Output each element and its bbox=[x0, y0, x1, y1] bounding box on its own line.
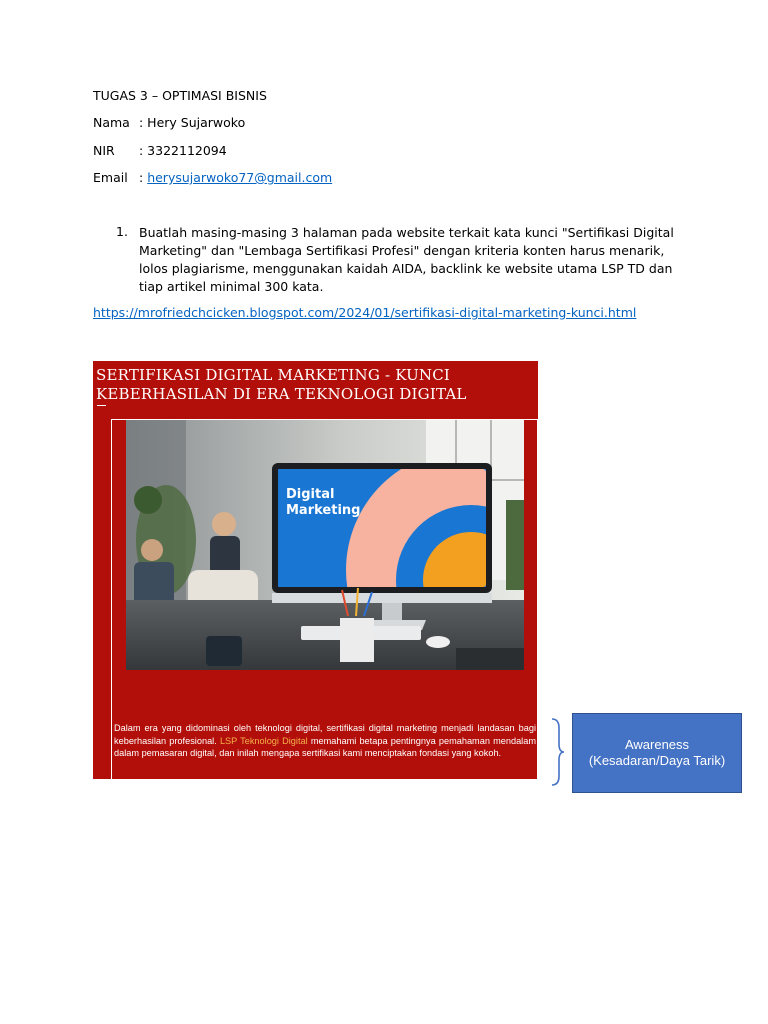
article-body-text-2: memahami betapa pentingnya pemahaman mendalam dalam pemasaran digital, dan inilah mengapa sertifikasi kami menciptakan fondasi yang kokoh. bbox=[114, 735, 536, 758]
screen-text-digital: Digital bbox=[286, 487, 335, 502]
field-email-value bbox=[139, 170, 332, 186]
article-screenshot bbox=[93, 361, 538, 779]
task-text: Buatlah masing-masing 3 halaman pada website terkait kata kunci "Sertifikasi Digital Marketing" dan "Lembaga Sertifikasi Profesi" dengan kriteria konten harus menarik, lolos plagiarisme, menggunakan kaidah AIDA, backlink ke website utama LSP TD dan tiap artikel minimal 300 kata. bbox=[139, 225, 674, 294]
brace-connector bbox=[551, 718, 565, 786]
title-underline bbox=[97, 405, 106, 406]
field-email-label: Email bbox=[93, 170, 128, 185]
article-url-link[interactable]: https://mrofriedchcicken.blogspot.com/2024/01/sertifikasi-digital-marketing-kunci.html bbox=[93, 305, 637, 320]
field-nir-label: NIR bbox=[93, 143, 115, 158]
email-link[interactable]: herysujarwoko77@gmail.com bbox=[147, 170, 333, 185]
field-nir-value: : 3322112094 bbox=[139, 143, 227, 158]
field-name-label: Nama bbox=[93, 115, 130, 130]
task-number: 1. bbox=[116, 224, 128, 239]
frame-left-line bbox=[111, 419, 112, 779]
aida-awareness-box bbox=[572, 713, 742, 793]
article-url bbox=[93, 305, 636, 320]
screen-text-marketing: Marketing bbox=[286, 503, 361, 518]
article-title: SERTIFIKASI DIGITAL MARKETING - KUNCI KEBERHASILAN DI ERA TEKNOLOGI DIGITAL bbox=[96, 366, 467, 403]
document-title: TUGAS 3 – OPTIMASI BISNIS bbox=[93, 88, 267, 103]
awareness-subtitle: (Kesadaran/Daya Tarik) bbox=[588, 753, 726, 768]
awareness-title: Awareness bbox=[624, 737, 690, 752]
frame-right-line bbox=[537, 419, 538, 779]
field-name-value: : Hery Sujarwoko bbox=[139, 115, 246, 130]
digital-marketing-photo bbox=[126, 420, 524, 670]
article-body-text-1: Dalam era yang didominasi oleh teknologi digital, sertifikasi digital marketing menjadi landasan bagi keberhasilan profesional. bbox=[114, 723, 536, 746]
article-body-highlight: LSP Teknologi Digital bbox=[219, 735, 308, 746]
article-body bbox=[114, 722, 536, 760]
email-prefix: : bbox=[139, 170, 148, 185]
